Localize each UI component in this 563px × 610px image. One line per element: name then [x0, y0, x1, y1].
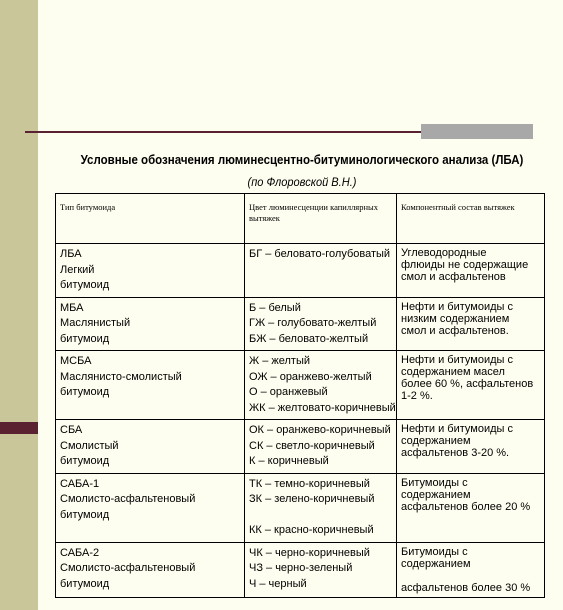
color-cell	[245, 542, 397, 597]
color-cell-line: ЖК – желтовато-коричневый	[249, 401, 396, 414]
type-cell-line: Смолисто-асфальтеновый	[60, 493, 196, 505]
type-cell-line: битумоид	[60, 455, 110, 467]
type-cell	[56, 351, 245, 420]
composition-cell	[397, 297, 545, 351]
color-cell-line: ТК – темно-коричневый	[249, 477, 370, 490]
color-cell	[245, 473, 397, 542]
table-header-row	[56, 194, 545, 244]
type-cell-line: битумоид	[60, 508, 110, 521]
composition-cell-line: асфальтенов более 30 %	[401, 581, 531, 594]
table-row	[56, 297, 545, 351]
color-cell-line	[249, 508, 392, 524]
type-cell-line: битумоид	[60, 386, 110, 398]
lba-table	[55, 193, 545, 598]
composition-cell-line: Битумоиды с	[401, 545, 468, 558]
composition-cell-line	[401, 570, 540, 582]
color-cell-line: ГЖ – голубовато-желтый	[249, 317, 377, 329]
type-cell-line: Маслянистый	[60, 317, 131, 329]
color-cell	[245, 351, 397, 420]
side-decoration-bar	[0, 0, 38, 610]
color-cell-line: КК – красно-коричневый	[249, 524, 374, 536]
composition-cell-line: содержанием	[401, 435, 471, 447]
divider-accent-block	[421, 124, 533, 139]
composition-cell-line: содержанием	[401, 488, 471, 501]
type-cell-line: Легкий	[60, 263, 95, 276]
type-cell-line: Маслянисто-смолистый	[60, 370, 182, 383]
document-subtitle: (по Флоровской В.Н.)	[247, 175, 357, 189]
composition-cell-line: Нефти и битумоиды с	[401, 354, 513, 366]
composition-cell-line: Нефти и битумоиды с	[401, 423, 513, 435]
type-cell-line: Смолисто-асфальтеновый	[60, 562, 196, 574]
composition-cell-line: Битумоиды с	[401, 476, 468, 489]
composition-cell-line: 1-2 %.	[401, 390, 433, 402]
header-type: Тип битумоида	[56, 194, 245, 244]
color-cell-line: ЧК – черно-коричневый	[249, 546, 370, 559]
type-cell-line: САБА-2	[60, 546, 100, 559]
color-cell	[245, 297, 397, 351]
table-row	[56, 542, 545, 597]
color-cell-line: ЧЗ – черно-зеленый	[249, 562, 353, 574]
color-cell	[245, 420, 397, 474]
type-cell	[56, 542, 245, 597]
table-row	[56, 473, 545, 542]
type-cell-line: МБА	[60, 301, 84, 314]
type-cell-line: ЛБА	[60, 248, 82, 260]
table-row	[56, 420, 545, 474]
color-cell-line: Ч – черный	[249, 577, 307, 590]
type-cell-line: СБА	[60, 424, 83, 436]
color-cell	[245, 244, 397, 298]
composition-cell-line: флюиды не содержащие	[401, 259, 529, 271]
type-cell	[56, 473, 245, 542]
document-title: Условные обозначения люминесцентно-битуминологического анализа (ЛБА)	[80, 153, 524, 167]
composition-cell	[397, 542, 545, 597]
composition-cell	[397, 244, 545, 298]
type-cell	[56, 420, 245, 474]
color-cell-line: О – оранжевый	[249, 386, 328, 398]
composition-cell	[397, 420, 545, 474]
type-cell-line: Смолистый	[60, 439, 119, 452]
type-cell-line: МСБА	[60, 355, 92, 367]
composition-cell	[397, 351, 545, 420]
composition-cell-line: Углеводородные	[401, 247, 487, 259]
composition-cell-line: низким содержанием	[401, 312, 510, 325]
composition-cell-line: Нефти и битумоиды с	[401, 300, 513, 313]
color-cell-line: ЗК – зелено-коричневый	[249, 493, 375, 505]
color-cell-line: К – коричневый	[249, 455, 329, 467]
composition-cell-line: содержанием масел	[401, 366, 505, 378]
composition-cell-line: смол и асфальтенов	[401, 271, 506, 283]
type-cell	[56, 297, 245, 351]
color-cell-line: СК – светло-коричневый	[249, 439, 375, 452]
color-cell-line: Б – белый	[249, 301, 301, 314]
composition-cell	[397, 473, 545, 542]
color-cell-line: БЖ – беловато-желтый	[249, 332, 369, 345]
table-row	[56, 244, 545, 298]
type-cell	[56, 244, 245, 298]
type-cell-line: битумоид	[60, 577, 110, 590]
color-cell-line: БГ – беловато-голубоватый	[249, 248, 391, 260]
color-cell-line: ОЖ – оранжево-желтый	[249, 370, 372, 383]
color-cell-line: Ж – желтый	[249, 355, 311, 367]
composition-cell-line: асфальтенов более 20 %	[401, 500, 531, 513]
type-cell-line: битумоид	[60, 332, 110, 345]
header-composition: Компонентный состав вытяжек	[397, 194, 545, 244]
composition-cell-line: содержанием	[401, 557, 471, 570]
type-cell-line: САБА-1	[60, 477, 100, 490]
composition-cell-line: асфальтенов 3-20 %.	[401, 447, 510, 459]
table-row	[56, 351, 545, 420]
header-color: Цвет люминесценции капиллярных вытяжек	[245, 194, 397, 244]
composition-cell-line: смол и асфальтенов.	[401, 324, 509, 337]
composition-cell-line: более 60 %, асфальтенов	[401, 378, 534, 390]
color-cell-line: ОК – оранжево-коричневый	[249, 424, 391, 436]
side-accent-mark	[0, 422, 38, 434]
type-cell-line: битумоид	[60, 279, 110, 291]
